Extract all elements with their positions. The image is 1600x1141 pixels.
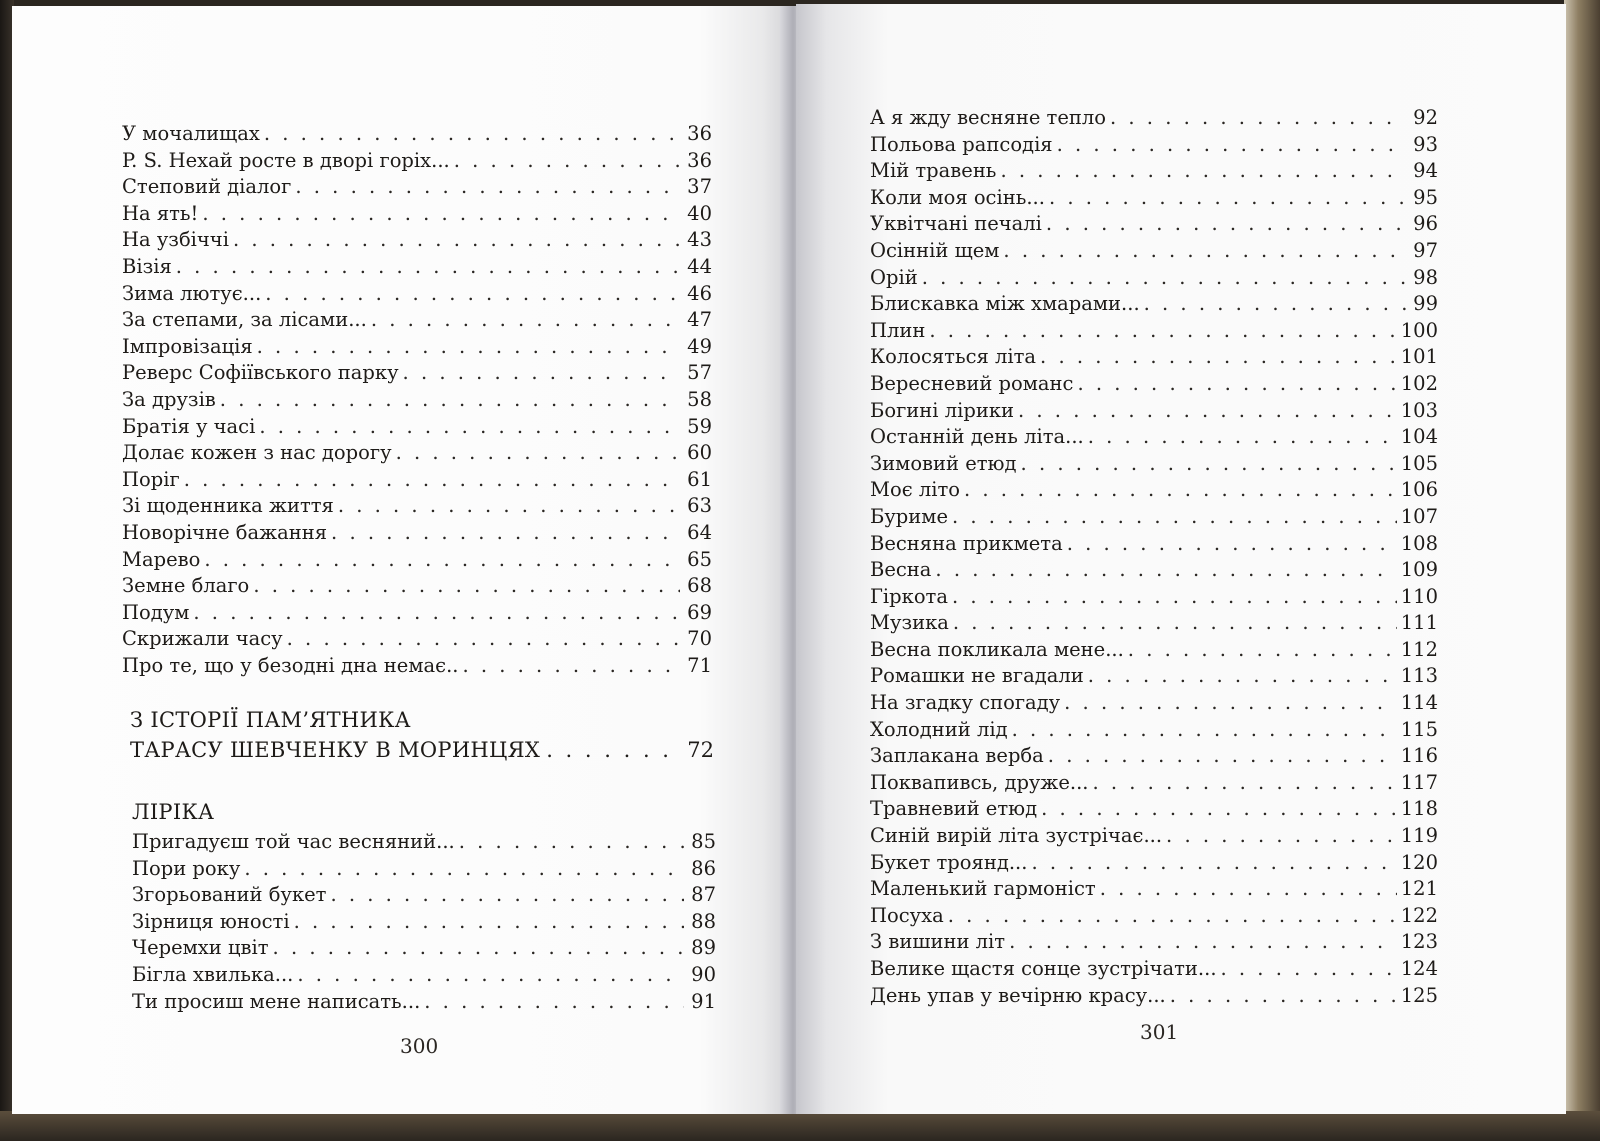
dot-leader	[295, 175, 680, 198]
toc-entry-page: 103	[1400, 398, 1438, 422]
toc-entry[interactable]	[870, 345, 1438, 372]
toc-entry-title: Маленький гармоніст	[870, 877, 1096, 901]
toc-entry-title: Зимовий етюд	[870, 451, 1017, 475]
dot-leader	[176, 255, 680, 278]
toc-entry-title: Травневий етюд	[870, 797, 1038, 821]
toc-entry[interactable]	[122, 255, 712, 282]
toc-entry-page: 64	[687, 520, 712, 544]
toc-entry-page: 43	[687, 228, 712, 252]
toc-entry-title: Згорьований букет	[132, 883, 327, 907]
toc-entry-page: 68	[687, 574, 712, 598]
toc-entry-page: 123	[1400, 930, 1438, 954]
toc-entry-title: Польова рапсодія	[870, 132, 1053, 156]
toc-entry[interactable]	[122, 202, 712, 229]
toc-entry[interactable]	[122, 282, 712, 309]
dot-leader	[1166, 824, 1397, 847]
dot-leader	[371, 308, 680, 331]
toc-entry-title: Останній день літа...	[870, 425, 1084, 449]
dot-leader	[338, 494, 680, 517]
toc-entry-title: Новорічне бажання	[122, 520, 328, 544]
dot-leader	[1049, 186, 1406, 209]
history-section	[130, 708, 714, 762]
toc-entry[interactable]	[122, 627, 712, 654]
toc-entry-title: Весняна прикмета	[870, 531, 1063, 555]
toc-entry-title: З вишини літ	[870, 930, 1006, 954]
right-page	[796, 4, 1566, 1114]
toc-entry-page: 91	[691, 989, 716, 1013]
toc-entry[interactable]	[870, 478, 1438, 505]
toc-entry-title: Пори року	[132, 856, 241, 880]
toc-entry-page: 105	[1400, 451, 1438, 475]
toc-entry-title: Блискавка між хмарами...	[870, 292, 1140, 316]
toc-entry-title: Зі щоденника життя	[122, 494, 334, 518]
dot-leader	[257, 335, 680, 358]
toc-entry-title: Ти просиш мене написать...	[132, 989, 421, 1013]
dot-leader	[1040, 345, 1397, 368]
toc-entry[interactable]	[122, 361, 712, 388]
toc-entry[interactable]	[132, 857, 716, 884]
toc-entry-title: Поквапивсь, друже...	[870, 770, 1089, 794]
toc-entry[interactable]	[122, 574, 712, 601]
toc-entry[interactable]	[870, 239, 1438, 266]
toc-entry-title: Букет троянд...	[870, 850, 1028, 874]
toc-entry-page: 124	[1400, 957, 1438, 980]
toc-entry[interactable]	[132, 936, 716, 963]
dot-leader	[1088, 425, 1397, 448]
dot-leader	[193, 601, 680, 624]
dot-leader	[184, 468, 680, 491]
dot-leader	[244, 857, 684, 880]
toc-entry-page: 95	[1413, 185, 1438, 209]
dot-leader	[964, 478, 1397, 501]
toc-entry-page: 97	[1413, 238, 1438, 262]
toc-entry[interactable]	[870, 877, 1438, 904]
dot-leader	[935, 558, 1396, 581]
toc-entry-title: Моє літо	[870, 478, 960, 502]
toc-entry-page: 85	[691, 830, 716, 853]
toc-entry[interactable]	[870, 399, 1438, 426]
dot-leader	[1046, 212, 1406, 235]
toc-entry-title: А я жду весняне тепло	[870, 106, 1107, 129]
dot-leader	[948, 904, 1397, 927]
lyrics-heading: ЛІРІКА	[132, 800, 215, 824]
dot-leader	[1048, 744, 1397, 767]
toc-entry-page: 116	[1400, 744, 1438, 768]
dot-leader	[204, 548, 680, 571]
toc-entry-page: 71	[687, 653, 712, 677]
toc-entry-page: 89	[691, 936, 716, 960]
dot-leader	[1000, 159, 1406, 182]
page-number-right: 301	[1140, 1020, 1179, 1044]
toc-entry-title: На згадку спогаду	[870, 691, 1061, 715]
toc-entry-title: День упав у вечірню красу...	[870, 983, 1166, 1007]
toc-entry[interactable]	[122, 548, 712, 575]
toc-entry-page: 120	[1400, 850, 1438, 874]
toc-entry-page: 119	[1400, 824, 1438, 848]
toc-entry[interactable]	[870, 186, 1438, 213]
history-heading-line2: ТАРАСУ ШЕВЧЕНКУ В МОРИНЦЯХ	[130, 738, 541, 762]
toc-entry-page: 117	[1400, 770, 1438, 794]
toc-entry-page: 115	[1400, 717, 1438, 741]
toc-entry-title: Заплакана верба	[870, 744, 1044, 768]
page-number-left: 300	[400, 1034, 439, 1058]
toc-entry-page: 94	[1413, 159, 1438, 183]
toc-entry-page: 109	[1400, 558, 1438, 582]
toc-entry-title: Про те, що у безодні дна немає..	[122, 653, 459, 677]
toc-entry-page: 114	[1400, 691, 1438, 715]
toc-entry-page: 37	[687, 175, 712, 199]
toc-entry-title: Плин	[870, 318, 926, 342]
toc-entry-title: Весна покликала мене...	[870, 637, 1124, 661]
toc-entry-page: 125	[1400, 983, 1438, 1007]
toc-entry-title: Марево	[122, 547, 201, 571]
toc-entry-page: 70	[687, 627, 712, 651]
toc-entry-page: 100	[1400, 318, 1438, 342]
toc-entry-title: Синій вирій літа зустрічає...	[870, 824, 1163, 848]
toc-entry-title: Мій травень	[870, 159, 997, 183]
toc-entry-page: 88	[691, 909, 716, 933]
toc-entry-page: 36	[687, 148, 712, 172]
toc-entry-title: На узбіччі	[122, 228, 229, 252]
dot-leader	[1144, 292, 1406, 315]
toc-entry[interactable]	[132, 830, 716, 857]
toc-entry[interactable]	[132, 910, 716, 937]
toc-entry-page: 59	[687, 414, 712, 438]
dot-leader	[1088, 664, 1397, 687]
toc-entry-title: Гіркота	[870, 584, 948, 608]
dot-leader	[265, 282, 680, 305]
toc-entry[interactable]	[870, 266, 1438, 293]
toc-entry-title: За друзів	[122, 387, 216, 411]
toc-entry-page: 106	[1400, 478, 1438, 502]
dot-leader	[1012, 718, 1397, 741]
toc-entry[interactable]	[870, 372, 1438, 399]
dot-leader	[952, 585, 1397, 608]
toc-entry-title: Братія у часі	[122, 414, 256, 438]
toc-entry[interactable]	[870, 558, 1438, 585]
dot-leader	[1018, 399, 1397, 422]
dot-leader	[462, 654, 680, 677]
toc-list-left-top	[122, 122, 712, 680]
dot-leader	[1170, 984, 1397, 1007]
dot-leader	[287, 627, 680, 650]
toc-entry-title: Вересневий романс	[870, 371, 1074, 395]
toc-entry-title: Черемхи цвіт	[132, 936, 269, 960]
toc-entry[interactable]	[122, 335, 712, 362]
toc-entry-title: Колосяться літа	[870, 345, 1037, 369]
toc-entry-title: Весна	[870, 558, 932, 582]
toc-entry[interactable]	[122, 122, 712, 149]
dot-leader	[922, 266, 1406, 289]
toc-entry-page: 49	[687, 334, 712, 358]
toc-entry-page: 44	[687, 254, 712, 278]
toc-entry-page: 104	[1400, 425, 1438, 449]
toc-entry-title: Зірниця юності	[132, 909, 290, 933]
toc-entry-title: Коли моя осінь...	[870, 185, 1045, 209]
toc-entry-title: Зима лютує...	[122, 281, 262, 305]
dot-leader	[273, 936, 684, 959]
toc-entry[interactable]	[122, 388, 712, 415]
toc-entry[interactable]	[870, 691, 1438, 718]
toc-entry[interactable]	[122, 415, 712, 442]
toc-entry-page: 65	[687, 547, 712, 571]
toc-entry-page: 93	[1413, 132, 1438, 156]
dot-leader	[253, 574, 680, 597]
dot-leader	[424, 990, 684, 1013]
toc-entry-page: 92	[1413, 106, 1438, 129]
dot-leader	[1110, 106, 1406, 129]
toc-entry-title: P. S. Нехай росте в дворі горіх...	[122, 148, 450, 172]
toc-entry-title: Ромашки не вгадали	[870, 664, 1084, 688]
dot-leader	[1221, 957, 1397, 980]
toc-entry-title: Реверс Софіївського парку	[122, 361, 399, 385]
dot-leader	[1031, 851, 1396, 874]
dot-leader	[294, 910, 684, 933]
dot-leader	[396, 441, 680, 464]
toc-entry-title: Посуха	[870, 903, 944, 927]
toc-entry-page: 110	[1400, 584, 1438, 608]
dot-leader	[1003, 239, 1406, 262]
dot-leader	[952, 505, 1397, 528]
toc-entry-page: 86	[691, 856, 716, 880]
toc-entry-page: 46	[687, 281, 712, 305]
toc-entry-page: 107	[1400, 504, 1438, 528]
toc-entry-title: Холодний лід	[870, 717, 1008, 741]
toc-entry[interactable]	[122, 468, 712, 495]
toc-entry-page: 113	[1400, 664, 1438, 688]
toc-entry[interactable]	[870, 133, 1438, 160]
toc-entry-page: 57	[687, 361, 712, 385]
toc-entry-title: Пригадуєш той час весняний...	[132, 830, 455, 853]
toc-entry-title: Осінній щем	[870, 238, 1000, 262]
toc-list-lyrics	[132, 830, 716, 1016]
history-heading-entry[interactable]	[130, 738, 714, 762]
dot-leader	[1064, 691, 1397, 714]
toc-entry-page: 96	[1413, 212, 1438, 236]
toc-entry[interactable]	[870, 159, 1438, 186]
dot-leader	[403, 361, 680, 384]
toc-entry-page: 60	[687, 441, 712, 465]
toc-entry-title: Скрижали часу	[122, 627, 283, 651]
toc-entry-title: Богині лірики	[870, 398, 1015, 422]
dot-leader	[1009, 930, 1397, 953]
toc-entry-title: Візія	[122, 254, 172, 278]
toc-entry[interactable]	[122, 228, 712, 255]
toc-entry[interactable]	[870, 744, 1438, 771]
toc-entry-page: 112	[1400, 637, 1438, 661]
dot-leader	[546, 738, 681, 762]
dot-leader	[1021, 452, 1397, 475]
toc-entry[interactable]	[870, 930, 1438, 957]
toc-entry-page: 40	[687, 201, 712, 225]
toc-entry[interactable]	[122, 175, 712, 202]
toc-entry[interactable]	[870, 106, 1438, 133]
toc-entry-title: Уквітчані печалі	[870, 212, 1042, 236]
history-heading-line1: З ІСТОРІЇ ПАМ’ЯТНИКА	[130, 708, 411, 732]
toc-entry-page: 121	[1400, 877, 1438, 901]
toc-entry[interactable]	[132, 990, 716, 1017]
toc-entry[interactable]	[870, 638, 1438, 665]
toc-entry[interactable]	[870, 292, 1438, 319]
toc-entry-page: 108	[1400, 531, 1438, 555]
toc-entry[interactable]	[132, 883, 716, 910]
toc-list-right	[870, 106, 1438, 1010]
toc-entry-title: За степами, за лісами...	[122, 308, 367, 332]
toc-entry[interactable]	[870, 452, 1438, 479]
toc-entry-page: 111	[1400, 611, 1438, 635]
toc-entry-page: 63	[687, 494, 712, 518]
toc-entry[interactable]	[870, 797, 1438, 824]
toc-entry[interactable]	[122, 521, 712, 548]
book-cover-right-edge	[1564, 0, 1600, 1141]
toc-entry-title: Степовий діалог	[122, 175, 292, 199]
dot-leader	[953, 611, 1397, 634]
toc-entry-page: 98	[1413, 265, 1438, 289]
toc-entry-title: Буриме	[870, 504, 948, 528]
toc-entry-page: 69	[687, 600, 712, 624]
dot-leader	[1067, 532, 1397, 555]
toc-entry[interactable]	[870, 984, 1438, 1011]
toc-entry-title: Імпровізація	[122, 334, 253, 358]
dot-leader	[1128, 638, 1397, 661]
toc-entry-title: Поріг	[122, 467, 180, 491]
dot-leader	[220, 388, 680, 411]
toc-entry-page: 36	[687, 122, 712, 145]
toc-entry-title: Долає кожен з нас дорогу	[122, 441, 392, 465]
toc-entry-page: 99	[1413, 292, 1438, 316]
toc-entry[interactable]	[122, 149, 712, 176]
toc-entry-title: Бігла хвилька...	[132, 962, 294, 986]
toc-entry-title: Музика	[870, 611, 949, 635]
toc-entry[interactable]	[870, 585, 1438, 612]
toc-entry-title: У мочалищах	[122, 122, 260, 145]
dot-leader	[454, 149, 680, 172]
toc-entry[interactable]	[132, 963, 716, 990]
dot-leader	[1057, 133, 1406, 156]
dot-leader	[233, 228, 680, 251]
toc-entry-page: 61	[687, 467, 712, 491]
left-page	[12, 6, 794, 1114]
toc-entry[interactable]	[870, 532, 1438, 559]
dot-leader	[264, 122, 680, 145]
toc-entry-title: На ять!	[122, 201, 199, 225]
toc-entry-page: 102	[1400, 371, 1438, 395]
toc-entry[interactable]	[870, 824, 1438, 851]
toc-entry-page: 122	[1400, 903, 1438, 927]
toc-entry-title: Земне благо	[122, 574, 250, 598]
toc-entry-title: Орій	[870, 265, 918, 289]
toc-entry-page: 118	[1400, 797, 1438, 821]
toc-entry[interactable]	[870, 851, 1438, 878]
toc-entry[interactable]	[870, 771, 1438, 798]
toc-entry-title: Велике щастя сонце зустрічати...	[870, 957, 1217, 980]
toc-entry[interactable]	[122, 601, 712, 628]
dot-leader	[929, 319, 1396, 342]
toc-entry[interactable]	[870, 904, 1438, 931]
toc-entry[interactable]	[122, 308, 712, 335]
toc-entry[interactable]	[870, 212, 1438, 239]
toc-entry[interactable]	[870, 957, 1438, 984]
dot-leader	[1077, 372, 1396, 395]
toc-entry-title: Подум	[122, 600, 190, 624]
dot-leader	[1041, 797, 1397, 820]
dot-leader	[1100, 877, 1397, 900]
toc-entry[interactable]	[870, 718, 1438, 745]
dot-leader	[259, 415, 680, 438]
toc-entry-page: 101	[1400, 345, 1438, 369]
toc-entry-page: 58	[687, 387, 712, 411]
dot-leader	[1092, 771, 1396, 794]
book-cover-bottom-edge	[0, 1111, 1600, 1141]
toc-entry[interactable]	[122, 654, 712, 681]
toc-entry[interactable]	[122, 441, 712, 468]
dot-leader	[331, 521, 680, 544]
dot-leader	[459, 830, 684, 853]
toc-entry-page: 90	[691, 962, 716, 986]
toc-entry[interactable]	[870, 664, 1438, 691]
toc-entry[interactable]	[870, 425, 1438, 452]
toc-entry-page: 87	[691, 883, 716, 907]
toc-entry-page: 47	[687, 308, 712, 332]
dot-leader	[330, 883, 684, 906]
dot-leader	[202, 202, 680, 225]
toc-entry[interactable]	[870, 319, 1438, 346]
dot-leader	[297, 963, 684, 986]
toc-entry[interactable]	[870, 611, 1438, 638]
history-page-number: 72	[687, 738, 714, 762]
toc-entry[interactable]	[870, 505, 1438, 532]
toc-entry[interactable]	[122, 494, 712, 521]
